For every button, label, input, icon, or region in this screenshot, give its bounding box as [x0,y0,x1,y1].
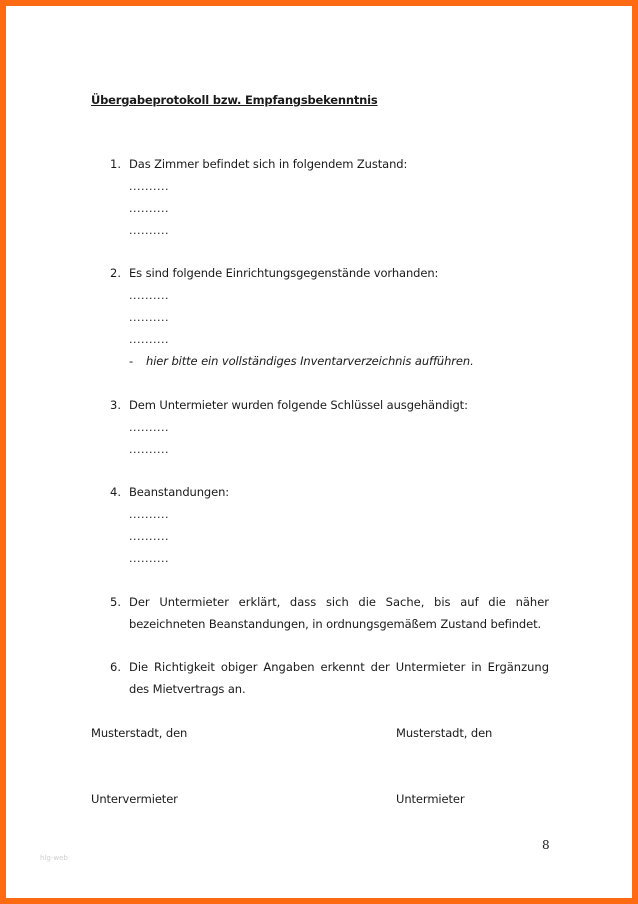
item-4-blank-line: .......... [129,508,169,521]
signature-place-right: Musterstadt, den [396,726,493,740]
page-number: 8 [542,838,550,852]
document-title: Übergabeprotokoll bzw. Empfangsbekenntnis [91,93,378,107]
item-2-text: Es sind folgende Einrichtungsgegenstände vorhanden: [129,266,439,280]
item-6-text-line-1: Die Richtigkeit obiger Angaben erkennt der Untermieter in Ergänzung [129,660,549,674]
item-1-blank-line: .......... [129,224,169,237]
item-3-text: Dem Untermieter wurden folgende Schlüssel ausgehändigt: [129,398,468,412]
item-5-text-line-2: bezeichneten Beanstandungen, in ordnungsgemäßem Zustand befindet. [129,617,542,631]
item-2-note: hier bitte ein vollständiges Inventarverzeichnis aufführen. [146,354,474,368]
item-4-blank-line: .......... [129,552,169,565]
watermark: hlg-web [40,854,68,862]
item-6-number: 6. [110,660,121,674]
item-5-number: 5. [110,595,121,609]
item-3-blank-line: .......... [129,421,169,434]
item-2-number: 2. [110,266,121,280]
item-1-number: 1. [110,157,121,171]
document-page [6,6,632,898]
item-5-text-line-1: Der Untermieter erklärt, dass sich die Sache, bis auf die näher [129,595,549,609]
item-2-note-dash: - [129,354,134,368]
item-1-text: Das Zimmer befindet sich in folgendem Zustand: [129,157,408,171]
item-4-number: 4. [110,485,121,499]
item-2-blank-line: .......... [129,311,169,324]
item-2-blank-line: .......... [129,333,169,346]
signature-role-right: Untermieter [396,792,465,806]
item-4-text: Beanstandungen: [129,485,230,499]
item-1-blank-line: .......... [129,180,169,193]
item-1-blank-line: .......... [129,202,169,215]
signature-role-left: Untervermieter [91,792,178,806]
item-6-text-line-2: des Mietvertrags an. [129,682,246,696]
item-2-blank-line: .......... [129,289,169,302]
item-3-number: 3. [110,398,121,412]
signature-place-left: Musterstadt, den [91,726,188,740]
item-4-blank-line: .......... [129,530,169,543]
item-3-blank-line: .......... [129,443,169,456]
